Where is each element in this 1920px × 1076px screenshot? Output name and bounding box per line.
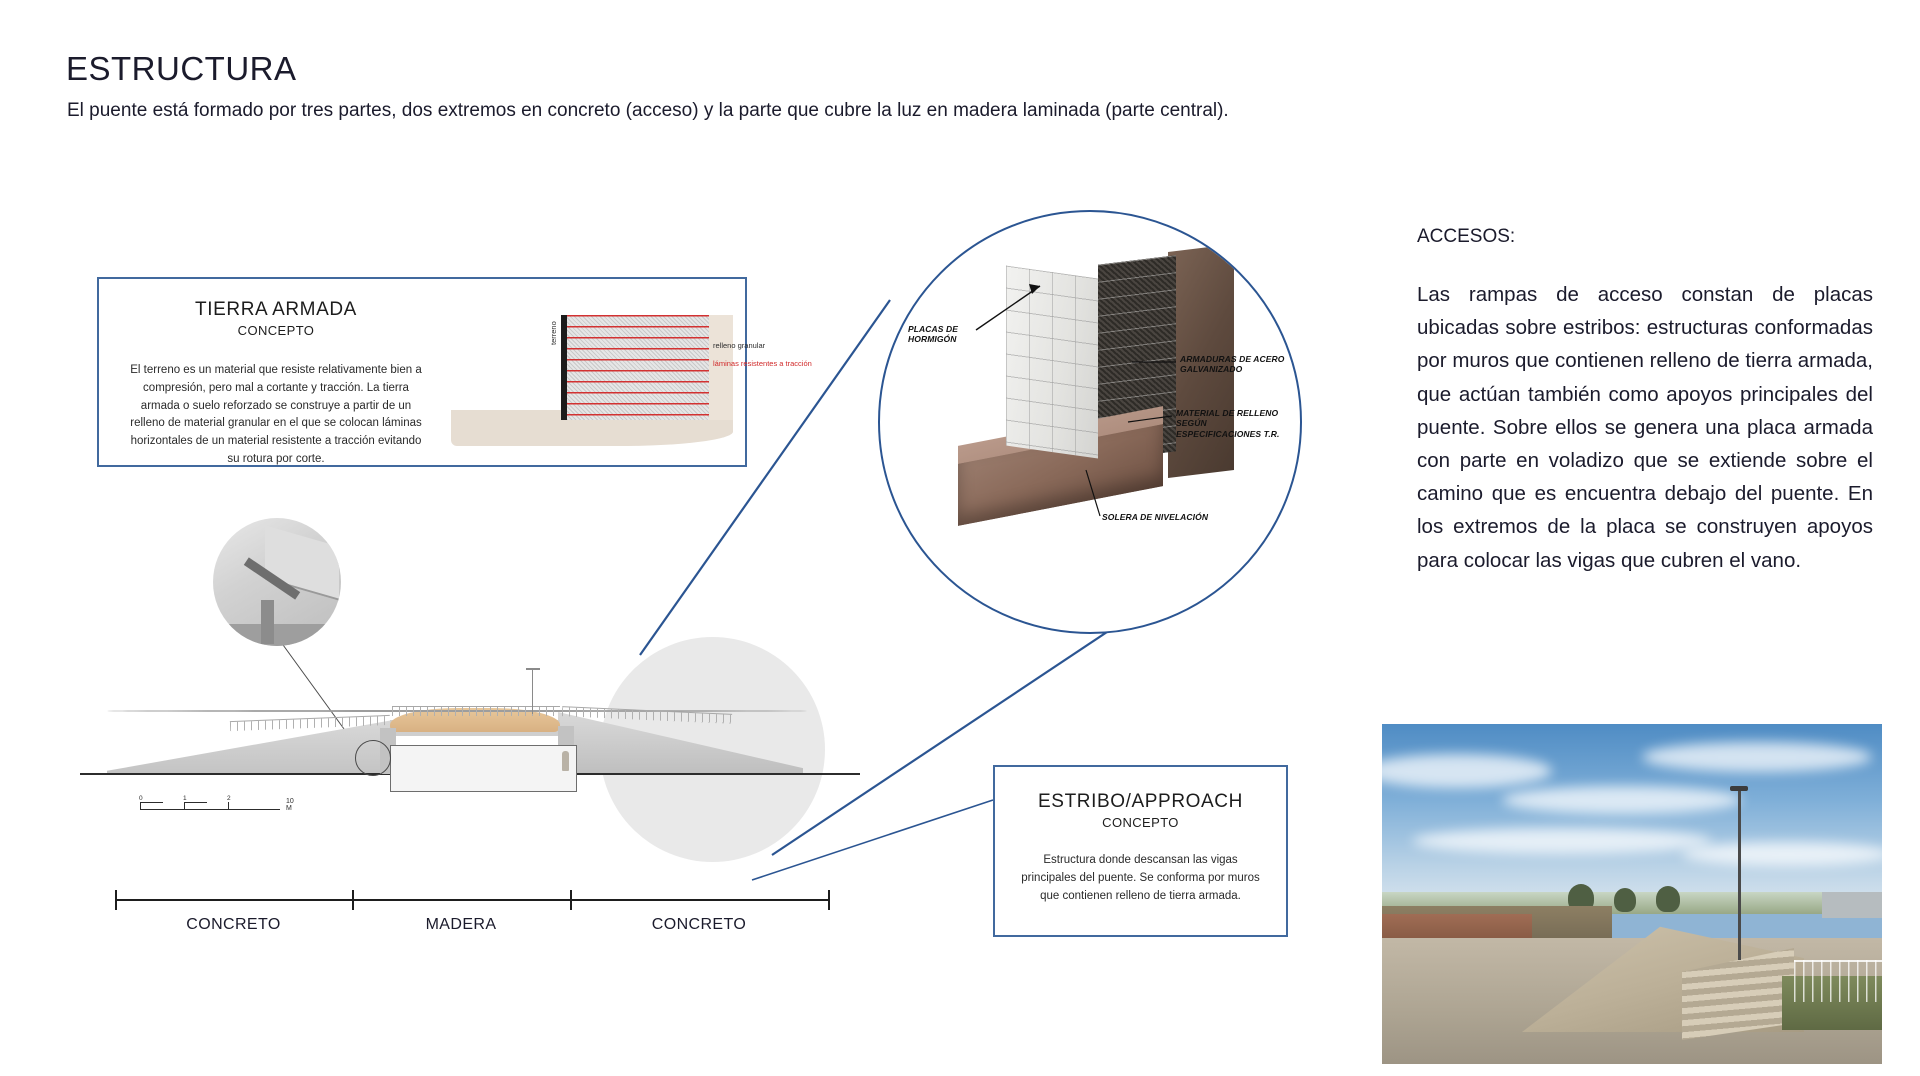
tierra-armada-body: El terreno es un material que resiste relativamente bien a compresión, pero mal a cortante y tracción. La tierra armada o suelo reforzado se construye a partir de un relleno de material granular en el que se colocan láminas horizontales de un material resistente a tracción evitando su rotura por corte.	[130, 364, 422, 466]
callout-material-de-relleno: MATERIAL DE RELLENO SEGÚN ESPECIFICACIONES T.R.	[1176, 408, 1280, 439]
photo-fence	[1794, 960, 1882, 1002]
photo-cloud-3	[1642, 742, 1872, 772]
segment-label-concreto-right: CONCRETO	[651, 916, 747, 933]
scale-tick-0	[140, 802, 141, 810]
callout-placas-de-hormigon: PLACAS DE HORMIGÓN	[908, 324, 959, 345]
scale-label-2: 2	[227, 795, 231, 802]
page-title: ESTRUCTURA	[66, 50, 297, 87]
tierra-armada-subtitle: CONCEPTO	[237, 323, 315, 338]
photo-light-pole-head	[1730, 786, 1748, 791]
diagram-label-laminas: láminas resistentes a tracción	[713, 359, 812, 368]
tierra-armada-text-column	[111, 299, 441, 469]
diagram-label-relleno: relleno granular	[713, 341, 766, 350]
abutment-detail-magnifier	[878, 210, 1302, 634]
photo-cloud-5	[1682, 842, 1882, 866]
diagram-reinforced-fill	[567, 315, 709, 420]
page-subtitle: El puente está formado por tres partes, dos extremos en concreto (acceso) y la parte que cubre la luz en madera laminada (parte central).	[67, 100, 1229, 121]
elevation-railing-center	[392, 706, 560, 716]
scale-label-1: 1	[183, 795, 187, 802]
segment-tick-2	[570, 890, 572, 910]
photo-tree-3	[1656, 886, 1680, 912]
photo-distant-building	[1822, 892, 1882, 918]
elevation-lamp-head	[526, 668, 540, 670]
segment-baseline	[115, 899, 830, 901]
bridge-segment-dimension-bar	[115, 890, 830, 940]
photo-cloud-4	[1412, 828, 1712, 854]
photo-cloud-2	[1502, 786, 1742, 814]
scale-bar-step-2	[184, 802, 207, 810]
elevation-detail-callout-ring	[355, 740, 391, 776]
scale-unit-label: 10 M	[286, 798, 294, 812]
diagram-label-terreno: terreno	[549, 321, 558, 345]
elevation-human-figure	[562, 751, 569, 771]
segment-label-concreto-left: CONCRETO	[186, 916, 281, 933]
tierra-armada-title: TIERRA ARMADA	[195, 299, 357, 320]
accesos-heading: ACCESOS:	[1417, 226, 1516, 247]
scale-bar-step-1	[140, 802, 163, 810]
photo-tree-2	[1614, 888, 1636, 912]
elevation-lamp-post	[532, 670, 533, 714]
site-photograph	[1382, 724, 1882, 1064]
segment-tick-end	[828, 890, 830, 910]
segment-tick-1	[352, 890, 354, 910]
estribo-title: ESTRIBO/APPROACH	[1038, 791, 1243, 812]
estribo-approach-concept-box	[993, 765, 1288, 937]
accesos-body: Las rampas de acceso constan de placas ubicadas sobre estribos: estructuras conformadas por muros que contienen relleno de tierra armada, que actúan también como apoyos principales del puente. Sobre ellos se genera una placa armada con parte en voladizo que se extiende sobre el camino que es encuentra debajo del puente. En los extremos de la placa se construyen apoyos para colocar las vigas que cubren el vano.	[1417, 283, 1873, 572]
scale-label-0: 0	[139, 795, 143, 802]
elevation-scale-bar	[140, 795, 300, 817]
callout-armaduras-de-acero: ARMADURAS DE ACERO GALVANIZADO	[1180, 354, 1285, 375]
tierra-armada-diagram	[451, 315, 812, 445]
estribo-body: Estructura donde descansan las vigas principales del puente. Se conforma por muros que contienen relleno de tierra armada.	[1021, 854, 1260, 902]
bridge-elevation-drawing	[80, 560, 860, 810]
photo-light-pole	[1738, 790, 1741, 960]
segment-tick-start	[115, 890, 117, 910]
scale-tick-2	[228, 802, 229, 810]
tierra-armada-concept-box	[97, 277, 812, 467]
callout-solera-de-nivelacion: SOLERA DE NIVELACIÓN	[1102, 512, 1209, 522]
scale-tick-1	[184, 802, 185, 810]
segment-label-madera: MADERA	[425, 916, 497, 933]
elevation-underpass-road	[390, 745, 577, 792]
estribo-subtitle: CONCEPTO	[1102, 815, 1179, 830]
